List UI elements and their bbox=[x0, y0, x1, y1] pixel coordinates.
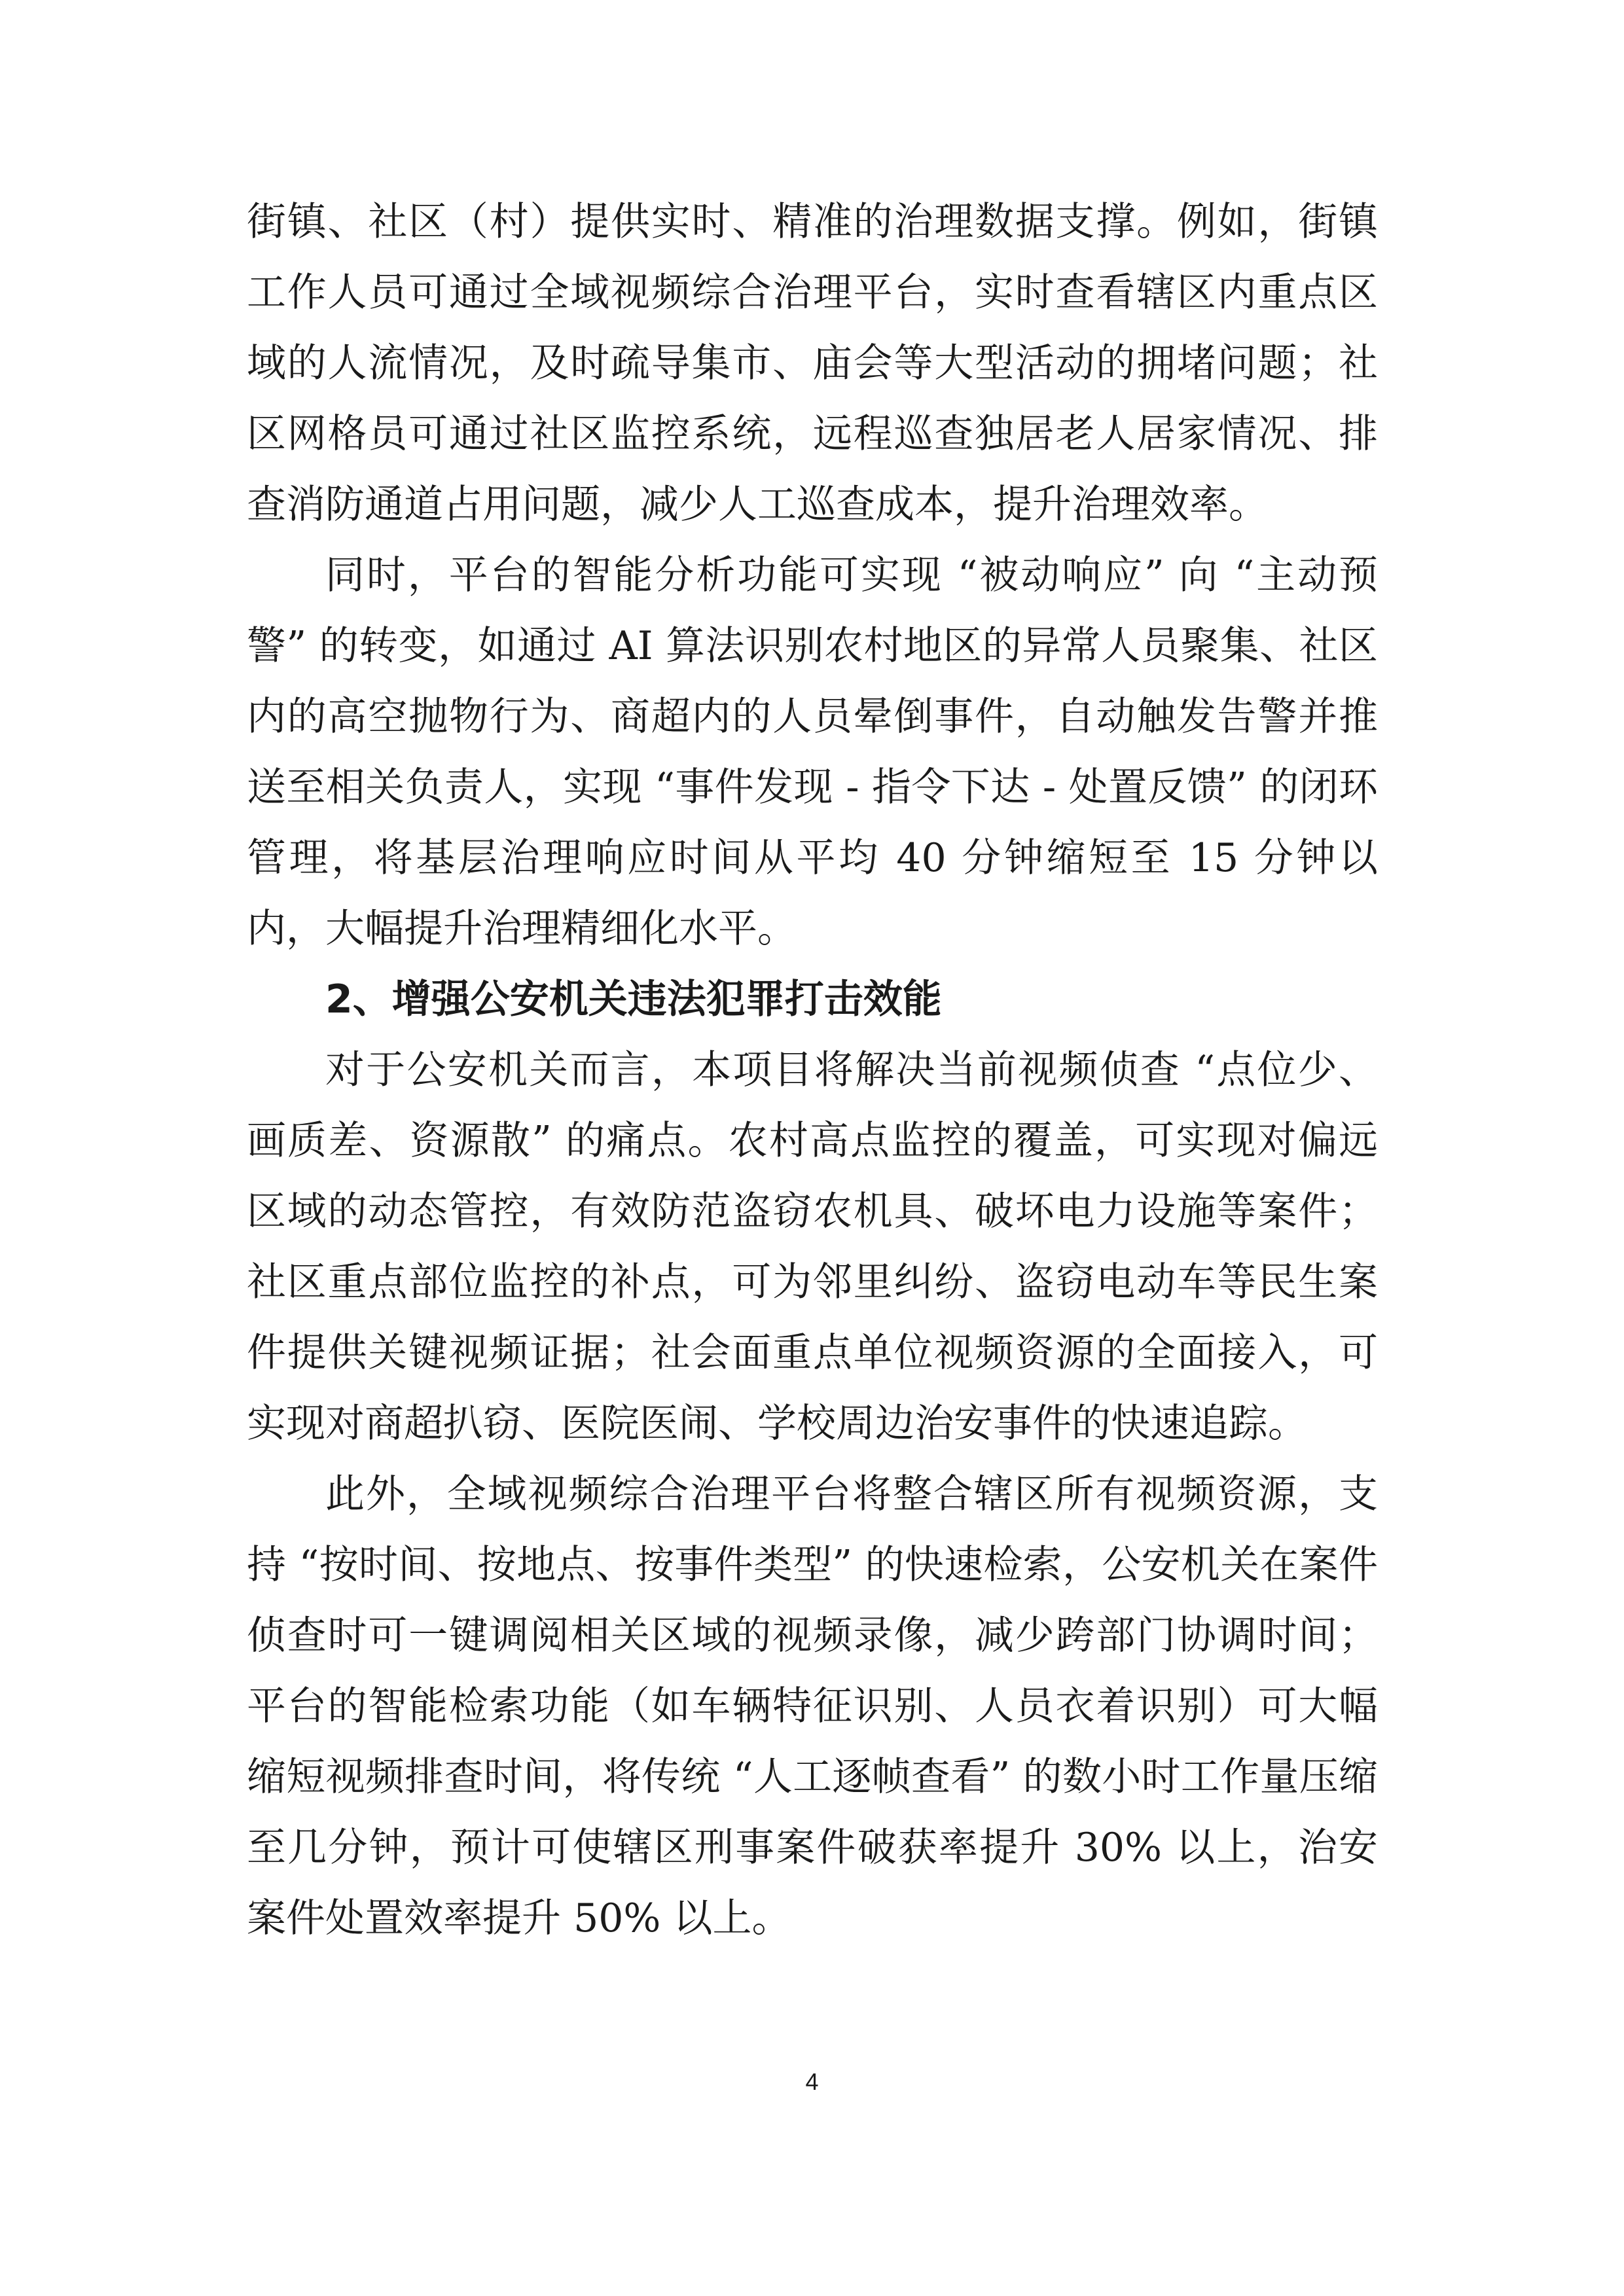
paragraph-continuation: 街镇、社区（村）提供实时、精准的治理数据支撑。例如，街镇工作人员可通过全域视频综合治理平台，实时查看辖区内重点区域的人流情况，及时疏导集市、庙会等大型活动的拥堵问题；社区网格员可通过社区监控系统，远程巡查独居老人居家情况、排查消防通道占用问题，减少人工巡查成本，提升治理效率。 bbox=[247, 199, 1378, 528]
paragraph-police-investigation: 对于公安机关而言，本项目将解决当前视频侦查 “点位少、画质差、资源散” 的痛点。农村高点监控的覆盖，可实现对偏远区域的动态管控，有效防范盗窃农机具、破坏电力设施等案件；社区重点部位监控的补点，可为邻里纠纷、盗窃电动车等民生案件提供关键视频证据；社会面重点单位视频资源的全面接入，可实现对商超扒窃、医院医闹、学校周边治安事件的快速追踪。 bbox=[247, 1047, 1378, 1446]
page-number: 4 bbox=[805, 2068, 819, 2095]
section-heading: 2、增强公安机关违法犯罪打击效能 bbox=[325, 977, 942, 1022]
body-text bbox=[247, 187, 1378, 1954]
paragraph-proactive-warning: 同时，平台的智能分析功能可实现 “被动响应” 向 “主动预警” 的转变，如通过 AI 算法识别农村地区的异常人员聚集、社区内的高空抛物行为、商超内的人员晕倒事件，自动触发告警并推送至相关负责人，实现 “事件发现 - 指令下达 - 处置反馈” 的闭环管理，将基层治理响应时间从平均 40 分钟缩短至 15 分钟以内，大幅提升治理精细化水平。 bbox=[247, 552, 1378, 952]
paragraph-platform-search: 此外，全域视频综合治理平台将整合辖区所有视频资源，支持 “按时间、按地点、按事件类型” 的快速检索，公安机关在案件侦查时可一键调阅相关区域的视频录像，减少跨部门协调时间；平台的智能检索功能（如车辆特征识别、人员衣着识别）可大幅缩短视频排查时间，将传统 “人工逐帧查看” 的数小时工作量压缩至几分钟，预计可使辖区刑事案件破获率提升 30% 以上，治安案件处置效率提升 50% 以上。 bbox=[247, 1471, 1378, 1941]
